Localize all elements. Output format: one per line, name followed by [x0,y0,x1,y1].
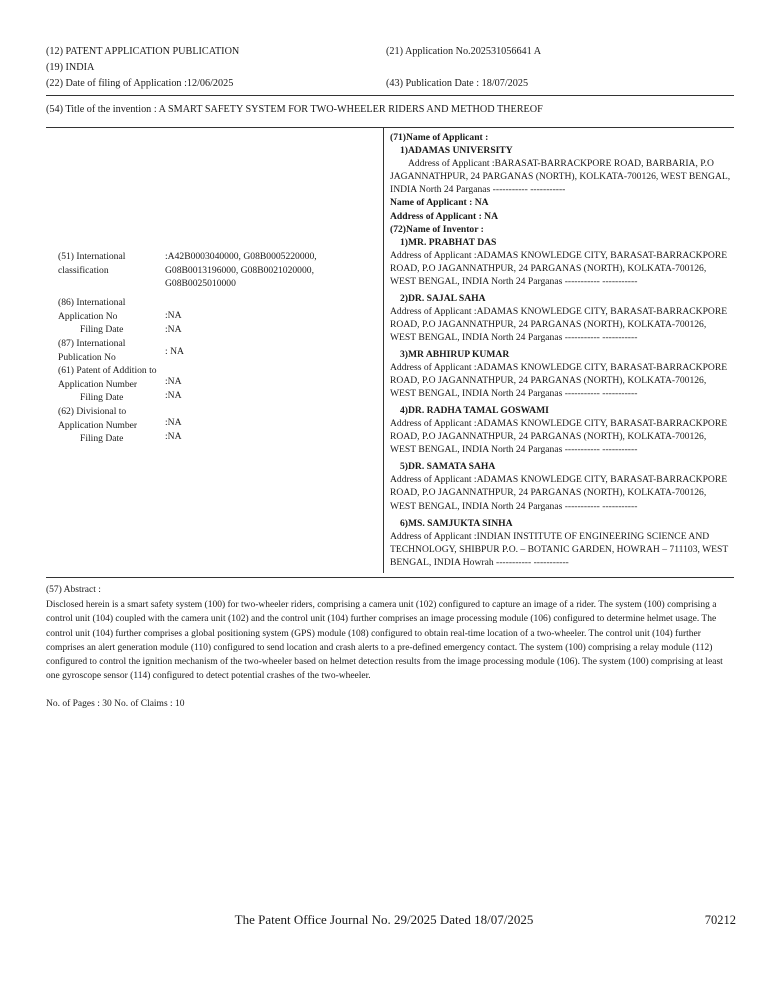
kind-code-label: (12) PATENT APPLICATION PUBLICATION [46,46,240,57]
invention-title-row: (54) Title of the invention : A SMART SAFETY SYSTEM FOR TWO-WHEELER RIDERS AND METHOD THEREOF [46,104,543,116]
field-value-line: :NA [165,389,182,401]
inventor-name: 6)MS. SAMJUKTA SINHA [400,517,513,529]
pages-claims-line: No. of Pages : 30 No. of Claims : 10 [46,698,185,709]
field-value-line: G08B0025010000 [165,278,236,290]
field-value-spacer [165,405,383,416]
inventor-entry [390,236,734,288]
inventor-entry [390,460,734,512]
applicant-address-na: Address of Applicant : NA [390,210,499,222]
field-label [46,364,161,405]
field-value-spacer [165,296,383,309]
field-value [161,296,383,337]
journal-citation: The Patent Office Journal No. 29/2025 Dated 18/07/2025 [234,912,534,927]
field-value [161,364,383,405]
inventor-entry [390,348,734,400]
field-value-line: G08B0013196000, G08B0021020000, [165,264,314,276]
header-row-dates [46,76,734,92]
abstract-body: Disclosed herein is a smart safety system (100) for two-wheeler riders, comprising a camera unit (102) configured to capture an image of a rider. The system (100) comprising a control unit (104) coupled with the camera unit (102) and the control unit (104) further comprises an image processing module (106) configured to determine helmet usage. The control unit (104) further comprises a global positioning system (GPS) module (108) configured to obtain real-time location of a two-wheeler. The control unit (104) further comprises an alert generation module (110) configured to send location and crash alerts to a pre-defined emergency contact. The system (100) comprising a relay module (112) configured to control the ignition mechanism of the two-wheeler based on helmet detection results from the image processing module (106). The system (100) comprising at least one gyroscope sensor (114) configured to detect potential crashes of the two-wheeler. [46,600,723,682]
field-code-line-2: Application Number [58,419,138,431]
field-code-line-1: (87) International [58,337,126,349]
applicant-address [390,157,734,196]
field-code-line-3: Filing Date [80,324,124,336]
applicant-address-rest: P.O JAGANNATHPUR, 24 PARGANAS (NORTH), KOLKATA-700126, WEST BENGAL, INDIA North 24 Parganas ----------- ----------- [390,158,731,196]
field-value-spacer [165,337,383,345]
field-code-line-2: Application No [58,310,118,322]
header-row-country [46,60,734,76]
field-value-line: :A42B0003040000, G08B0005220000, [165,251,317,263]
field-value-line: :NA [165,376,182,388]
field-label [46,250,161,291]
field-value [161,337,383,364]
field-value-line: : NA [165,345,184,357]
publication-date-label: (43) Publication Date : 18/07/2025 [386,77,529,89]
field-code-line-1: (61) Patent of Addition to [58,365,157,377]
field-label [46,337,161,364]
field-code-line-1: (51) International [58,251,126,263]
field-code-line-2: classification [58,264,109,276]
field-international-application-no [46,296,383,337]
inventor-name: 2)DR. SAJAL SAHA [400,292,486,304]
inventor-name: 5)DR. SAMATA SAHA [400,461,496,473]
inventor-entry [390,292,734,344]
bibliographic-table [46,128,734,573]
field-code-line-3: Filing Date [80,433,124,445]
inventor-address: Address of Applicant :ADAMAS KNOWLEDGE CITY, BARASAT-BARRACKPORE ROAD, P.O JAGANNATHPUR, 24 PARGANAS (NORTH), KOLKATA-700126, WEST BENGAL, INDIA North 24 Parganas ----------- ----------- [390,362,728,400]
field-code-line-2: Application Number [58,378,138,390]
page-number: 70212 [704,913,736,927]
field-label [46,296,161,337]
field-code-line-2: Publication No [58,351,116,363]
header-spacer-right [386,60,734,76]
abstract-section [46,578,734,711]
bibliographic-left-column [46,128,383,573]
inventor-address: Address of Applicant :ADAMAS KNOWLEDGE CITY, BARASAT-BARRACKPORE ROAD, P.O JAGANNATHPUR, 24 PARGANAS (NORTH), KOLKATA-700126, WEST BENGAL, INDIA North 24 Parganas ----------- ----------- [390,418,728,456]
inventor-address: Address of Applicant :INDIAN INSTITUTE OF ENGINEERING SCIENCE AND TECHNOLOGY, SHIBPUR P.O. – BOTANIC GARDEN, HOWRAH – 711103, WEST BENGAL, INDIA Howrah ----------- ----------- [390,530,729,568]
field-value-spacer [165,364,383,375]
field-value-line: :NA [165,310,182,322]
field-label [46,405,161,446]
inventor-address: Address of Applicant :ADAMAS KNOWLEDGE CITY, BARASAT-BARRACKPORE ROAD, P.O JAGANNATHPUR, 24 PARGANAS (NORTH), KOLKATA-700126, WEST BENGAL, INDIA North 24 Parganas ----------- ----------- [390,249,728,287]
field-code-line-3: Filing Date [80,392,124,404]
inventor-name: 3)MR ABHIRUP KUMAR [400,349,510,360]
inventor-address: Address of Applicant :ADAMAS KNOWLEDGE CITY, BARASAT-BARRACKPORE ROAD, P.O JAGANNATHPUR, 24 PARGANAS (NORTH), KOLKATA-700126, WEST BENGAL, INDIA North 24 Parganas ----------- ----------- [390,305,728,343]
header-block [46,44,734,91]
abstract-heading: (57) Abstract : [46,584,101,595]
applicant-heading: (71)Name of Applicant : [390,132,489,144]
inventor-name: 1)MR. PRABHAT DAS [400,236,497,248]
field-value-line: :NA [165,323,182,335]
inventor-heading: (72)Name of Inventor : [390,223,484,235]
field-value-line: :NA [165,430,182,442]
field-code-line-1: (86) International [58,297,126,309]
applicant-address-lead: Address of Applicant :BARASAT-BARRACKPORE ROAD, BARBARIA, [408,158,698,170]
field-value-line: :NA [165,416,182,428]
field-divisional-to [46,405,383,446]
applicant-name: 1)ADAMAS UNIVERSITY [400,145,513,157]
applicant-name-na: Name of Applicant : NA [390,197,489,209]
filing-date-label: (22) Date of filing of Application :12/06/2025 [46,77,234,89]
field-international-classification [46,250,383,291]
page-footer [46,912,736,928]
field-code-line-1: (62) Divisional to [58,405,127,417]
country-label: (19) INDIA [46,61,95,73]
inventor-entry [390,517,734,569]
field-value [161,250,383,291]
field-value [161,405,383,446]
bibliographic-right-column [383,128,734,573]
field-international-publication-no [46,337,383,364]
field-patent-of-addition [46,364,383,405]
inventor-address: Address of Applicant :ADAMAS KNOWLEDGE CITY, BARASAT-BARRACKPORE ROAD, P.O JAGANNATHPUR, 24 PARGANAS (NORTH), KOLKATA-700126, WEST BENGAL, INDIA North 24 Parganas ----------- ----------- [390,474,728,512]
inventor-entry [390,404,734,456]
header-row-kind [46,44,734,60]
inventor-name: 4)DR. RADHA TAMAL GOSWAMI [400,405,549,417]
document-sheet [46,44,734,711]
application-number-label: (21) Application No.202531056641 A [386,46,542,57]
